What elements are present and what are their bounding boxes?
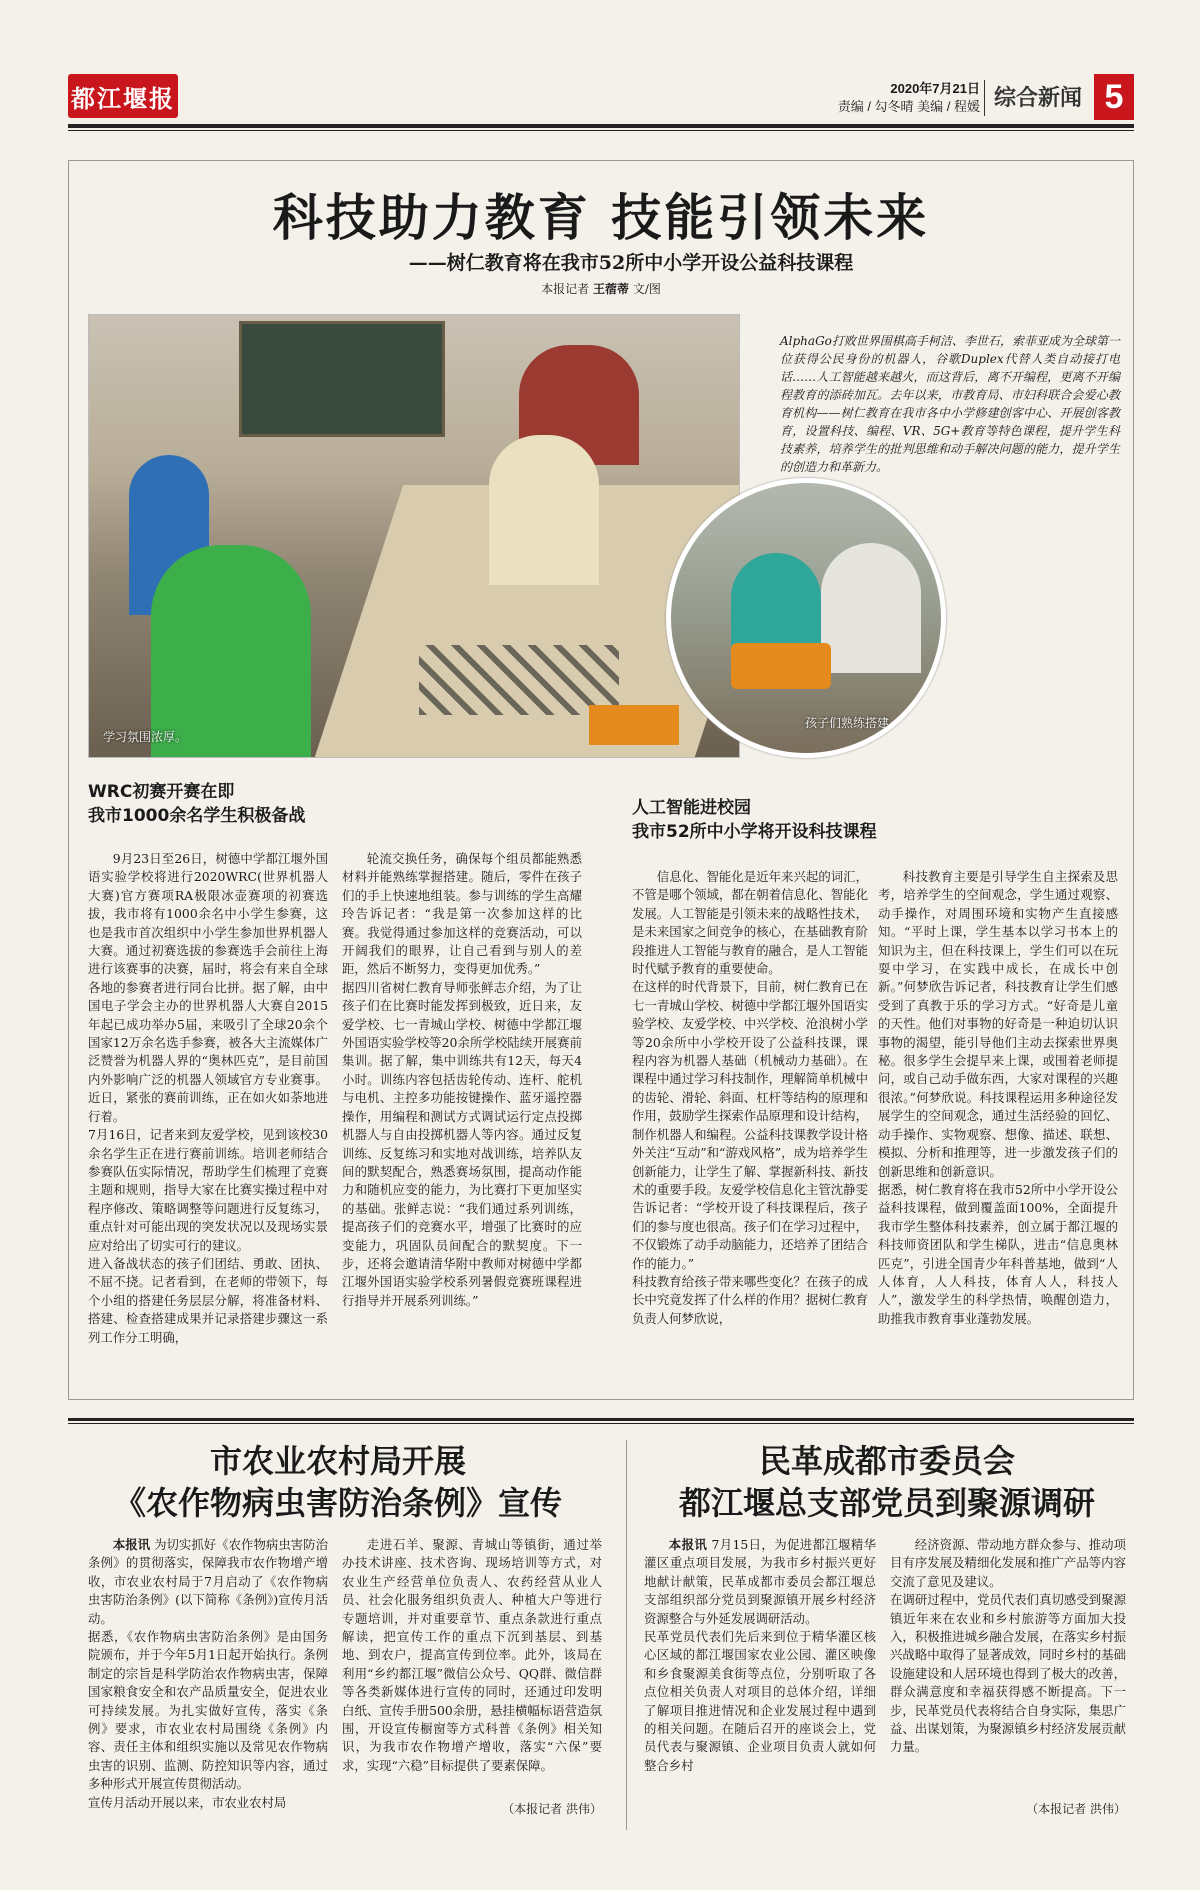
- page-subhead: ——树仁教育将在我市52所中小学开设公益科技课程: [408, 252, 854, 274]
- article-column: [632, 868, 868, 1378]
- article-text: [644, 1536, 876, 1775]
- article-title: [632, 796, 1132, 844]
- article-text: 9月23日至26日，树德中学都江堰外国语实验学校将进行2020WRC(世界机器人大赛)官方赛项RA极限冰壶赛项的初赛选拔，我市将有1000余名中小学生参赛，这也是我市首次组织中小学生参加世界机器人大赛。通过初赛选拔的参赛选手会前往上海进行该赛事的决赛，届时，将会有来自全球各地的参赛者进行同台比拼。据了解，由中国电子学会主办的世界机器人大赛自2015年起已成功举办5届，来吸引了全球20余个国家12万余名选手参赛，被各大主流媒体广泛赞誉为机器人界的“奥林匹克”，是目前国内外影响广泛的机器人领域官方专业赛事。近日，紧张的赛前训练，正在如火如荼地进行着。 7月16日，记者来到友爱学校，见到该校30余名学生正在进行赛前训练。培训老师结合参赛队伍实际情况，帮助学生们梳理了竞赛主题和规则，指导大家在比赛实操过程中对程序修改、策略调整等问题进行反复练习，重点针对可能出现的突发状况以及现场实景应对给出了切实可行的建议。 进入备战状态的孩子们团结、勇敢、团执、不屈不挠。记者看到，在老师的带领下，每个小组的搭建任务层层分解，将准备材料、搭建、检查搭建成果并记录搭建步骤这一系列工作分工明确，: [88, 851, 328, 1345]
- title-line: 《农作物病虫害防治条例》宣传: [113, 1484, 562, 1522]
- article-column: [878, 868, 1118, 1378]
- article-body: 为切实抓好《农作物病虫害防治条例》的贯彻落实，保障我市农作物增产增收，市农业农村局于7月启动了《农作物病虫害防治条例》(以下简称《条例》)宣传月活动。 据悉，《农作物病虫害防治条例》是由国务院颁布，并于今年5月1日起开始执行。条例制定的宗旨是科学防治农作物病虫害，保障国家粮食安全和农产品质量安全，促进农业可持续发展。为扎实做好宣传，落实《条例》要求，市农业农村局围绕《条例》内容、责任主体和组织实施以及常见农作物病虫害的识别、监测、防控知识等内容，通过多种形式开展宣传贯彻活动。 宣传月活动开展以来，市农业农村局: [88, 1537, 328, 1810]
- article-title: [68, 1440, 608, 1524]
- newspaper-logo: 都江堰报: [68, 74, 178, 118]
- title-line: WRC初赛开赛在即: [88, 782, 235, 802]
- byline-name: 王蓿蒂: [592, 282, 629, 296]
- reporter-credit: （本报记者 洪伟）: [1026, 1802, 1126, 1816]
- robot-model: [731, 643, 831, 689]
- article-text: 轮流交换任务，确保每个组员都能熟悉材料并能熟练掌握搭建。随后，零件在孩子们的手上快速地组装。参与训练的学生高耀玲告诉记者：“我是第一次参加这样的比赛。我觉得通过参加这样的竞赛活动，可以开阔我们的眼界，让自己看到与别人的差距，然后不断努力，变得更加优秀。” 据四川省树仁教育导师张鲜志介绍，为了让孩子们在比赛时能发挥到极致，近日来，友爱学校、七一青城山学校、树德中学都江堰外国语实验学校等20余所学校陆续开展赛前集训。据了解，集中训练共有12天，每天4小时。训练内容包括齿轮传动、连杆、舵机与电机、主控多功能按键操作、蓝牙遥控器操作，用编程和测试方式调试运行定点投掷机器人与自由投掷机器人等内容。通过反复训练、反复练习和实地对战训练，培养队友间的默契配合，熟悉赛场氛围，提高动作能力和随机应变的能力，为比赛打下更加坚实的基础。张鲜志说：“我们通过系列训练，提高孩子们的竞赛水平，增强了比赛时的应变能力，巩固队员间配合的默契度。下一步，还将会邀请清华附中教师对树德中学都江堰外国语实验学校系列暑假竞赛班课程进行指导并开展系列训练。”: [342, 851, 582, 1308]
- blackboard: [239, 321, 445, 437]
- dateline: [790, 80, 980, 116]
- student-figure: [489, 435, 599, 585]
- title-line: 我市1000余名学生积极备战: [88, 806, 306, 826]
- article-title: [640, 1440, 1134, 1524]
- reporter-credit: （本报记者 洪伟）: [502, 1802, 602, 1816]
- article-column: [644, 1536, 876, 1826]
- title-line: 市农业农村局开展: [209, 1442, 466, 1480]
- title-line: 民革成都市委员会: [758, 1442, 1015, 1480]
- title-line: 人工智能进校园: [632, 798, 751, 818]
- feature-intro: AlphaGo打败世界围棋高手柯洁、李世石，索菲亚成为全球第一位获得公民身份的机器人，谷歌Duplex代替人类自动接打电话……人工智能越来越火，而这背后，离不开编程，更离不开编程教育的添砖加瓦。去年以来，市教育局、市妇科联合会爱心教育机构——树仁教育在我市各中小学修建创客中心、开展创客教育，设置科技、编程、VR、5G+教育等特色课程，提升学生科技素养，培养学生的批判思维和动手解决问题的能力，提升学生的创造力和革新力。: [780, 334, 1120, 474]
- lead-tag: 本报讯: [668, 1537, 708, 1552]
- section-rule: [68, 1418, 1134, 1421]
- section-rule-thin: [68, 1423, 1134, 1424]
- byline: [68, 280, 1134, 297]
- photo-caption: 学习氛围浓厚。: [103, 730, 188, 744]
- student-figure: [821, 543, 921, 673]
- masthead-rule: [68, 124, 1134, 128]
- issue-date: 2020年7月21日: [890, 81, 980, 96]
- article-column: [342, 1536, 602, 1796]
- lead-tag: 本报讯: [112, 1537, 151, 1552]
- article-body: 7月15日，为促进都江堰精华灌区重点项目发展，为我市乡村振兴更好地献计献策，民革成都市委员会都江堰总支部组织部分党员到聚源镇开展乡村经济资源整合与外延发展调研活动。 民革党员代表们先后来到位于精华灌区核心区域的都江堰国家农业公园、灌区映像和乡食聚源美食街等点位，分别听取了各点位相关负责人对项目的总体介绍，详细了解项目推进情况和企业发展过程中遇到的相关问题。在随后召开的座谈会上，党员代表与聚源镇、企业项目负责人就如何整合乡村: [644, 1537, 876, 1773]
- article-text: 走进石羊、聚源、青城山等镇街，通过举办技术讲座、技术咨询、现场培训等方式，对农业生产经营单位负责人、农药经营从业人员、社会化服务组织负责人、种植大户等进行专题培训，并对重要章节、重点条款进行重点解读，把宣传工作的重点下沉到基层、到基地、到农户，提高宣传到位率。此外，该局在利用“乡约都江堰”微信公众号、QQ群、微信群等各类新媒体进行宣传的同时，还通过印发明白纸、宣传手册500余册，悬挂横幅标语营造氛围，开设宣传橱窗等方式科普《条例》相关知识，为我市农作物增产增收，落实“六保”要求，实现“六稳”目标提供了要素保障。: [342, 1537, 602, 1773]
- divider: [984, 80, 985, 116]
- masthead-rule-thin: [68, 130, 1134, 131]
- classroom-photo: [88, 314, 740, 758]
- article-column: [88, 850, 328, 1370]
- inset-photo: [666, 478, 946, 758]
- article-text: [88, 1536, 328, 1812]
- article-column: [88, 1536, 328, 1826]
- article-title: [88, 780, 608, 828]
- byline-prefix: 本报记者: [541, 282, 590, 296]
- editors-credit: 责编 / 勾冬晴 美编 / 程媛: [837, 99, 980, 114]
- article-text: 信息化、智能化是近年来兴起的词汇，不管是哪个领域，都在朝着信息化、智能化发展。人工智能是引领未来的战略性技术，是未来国家之间竞争的核心，在基础教育阶段推进人工智能与教育的融合，是人工智能时代赋予教育的重要使命。 在这样的时代背景下，目前，树仁教育已在七一青城山学校、树德中学都江堰外国语实验学校、友爱学校、中兴学校、沧浪树小学等20余所中小学校开设了公益科技课，课程内容为机器人基础（机械动力基础）。在课程中通过学习科技制作，理解简单机械中的齿轮、滑轮、斜面、杠杆等结构的原理和作用，鼓励学生探索作品原理和设计结构，制作机器人和编程。公益科技课教学设计格外关注“互动”和“游戏风格”，成为培养学生创新能力，让学生了解、掌握新科技、新技术的重要手段。友爱学校信息化主管沈静雯告诉记者：“学校开设了科技课程后，孩子们的参与度也很高。孩子们在学习过程中，不仅锻炼了动手动脑能力，还培养了团结合作的能力。” 科技教育给孩子带来哪些变化？在孩子的成长中究竟发挥了什么样的作用？据树仁教育负责人何梦欣说，: [632, 869, 868, 1326]
- student-figure: [151, 545, 311, 757]
- section-name: 综合新闻: [994, 85, 1083, 110]
- parts-box: [589, 705, 679, 745]
- photo-caption: 孩子们熟练搭建。: [804, 716, 901, 730]
- byline-suffix: 文/图: [632, 282, 661, 296]
- page-number: 5: [1094, 74, 1134, 120]
- title-line: 我市52所中小学将开设科技课程: [632, 822, 877, 842]
- article-column: [890, 1536, 1126, 1796]
- article-text: 科技教育主要是引导学生自主探索及思考，培养学生的空间观念，学生通过观察、动手操作，对周围环境和实物产生直接感知。“平时上课，学生基本以学习书本上的知识为主，但在科技课上，学生们可以在玩耍中学习，在实践中成长，在成长中创新。”何梦欣告诉记者，科技教育让学生们感受到了真教于乐的学习方式。“好奇是儿童的天性。他们对事物的好奇是一种迫切认识事物的渴望，能引导他们主动去探索世界奥秘。很多学生会提早来上课，或围着老师提问，或自己动手做东西，大家对课程的兴趣很浓。”何梦欣说。科技课程运用多种途径发展学生的空间观念，通过生活经验的回忆、动手操作、实物观察、想像、描述、联想、模拟、分析和推理等，进一步激发孩子们的创新思维和创新意识。 据悉，树仁教育将在我市52所中小学开设公益科技课程，做到覆盖面100%，全面提升我市学生整体科技素养，创立属于都江堰的科技师资团队和学生梯队，进击“信息奥林匹克”，引进全国青少年科普基地，做到“人人体育，人人科技，体育人人，科技人人”，激发学生的科学热情，唤醒创造力，助推我市教育事业蓬勃发展。: [878, 869, 1118, 1326]
- article-column: [342, 850, 582, 1370]
- page-headline: 科技助力教育 技能引领未来: [272, 189, 930, 247]
- article-text: 经济资源、带动地方群众参与、推动项目有序发展及精细化发展和推广产品等内容交流了意见及建议。 在调研过程中，党员代表们真切感受到聚源镇近年来在农业和乡村旅游等方面加大投入，积极推进城乡融合发展，在落实乡村振兴战略中取得了显著成效，同时乡村的基础设施建设和人居环境也得到了极大的改善，群众满意度和幸福获得感不断提高。下一步，民革党员代表将结合自身实际，集思广益、出谋划策，为聚源镇乡村经济发展贡献力量。: [890, 1537, 1126, 1755]
- column-divider: [626, 1440, 627, 1830]
- title-line: 都江堰总支部党员到聚源调研: [678, 1484, 1095, 1522]
